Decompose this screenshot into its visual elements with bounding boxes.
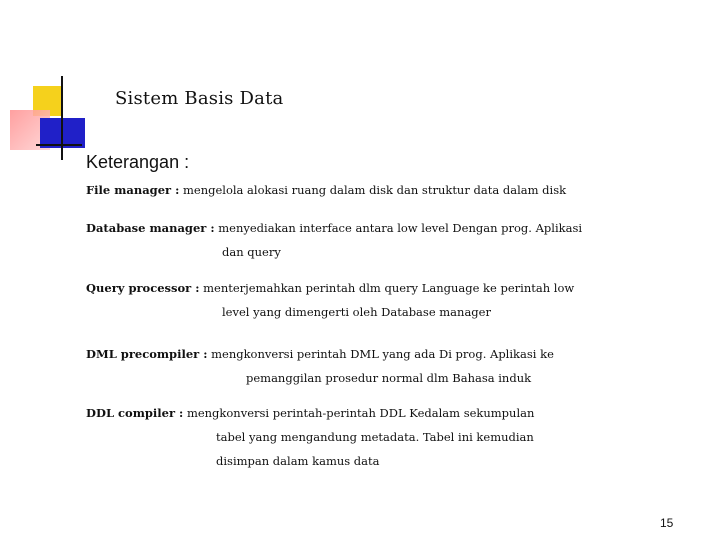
entry-term: Query processor : — [86, 281, 200, 295]
entry-line — [86, 342, 606, 366]
entry-ddl-compiler — [86, 401, 606, 473]
entry-continuation: pemanggilan prosedur normal dlm Bahasa induk — [246, 371, 532, 385]
slide-title: Sistem Basis Data — [115, 88, 284, 109]
entry-description: mengkonversi perintah DML yang ada Di prog. Aplikasi ke — [211, 347, 554, 361]
horizontal-line-decoration — [36, 144, 82, 146]
entry-description: mengkonversi perintah-perintah DDL Kedalam sekumpulan — [186, 406, 535, 420]
entry-description: mengelola alokasi ruang dalam disk dan struktur data dalam disk — [182, 183, 567, 197]
entry-description: menyediakan interface antara low level Dengan prog. Aplikasi — [218, 221, 583, 235]
entry-continuation: dan query — [222, 245, 281, 259]
decorative-logo — [0, 0, 90, 170]
entry-query-processor — [86, 276, 606, 324]
entry-database-manager — [86, 216, 606, 264]
subheading: Keterangan : — [86, 152, 190, 172]
entry-line — [86, 216, 606, 240]
entry-line — [86, 401, 606, 425]
entry-term: Database manager : — [86, 221, 215, 235]
page-number: 15 — [660, 516, 674, 530]
entry-line — [86, 276, 606, 300]
entry-dml-precompiler — [86, 342, 606, 390]
entry-term: DML precompiler : — [86, 347, 208, 361]
entry-file-manager — [86, 178, 606, 202]
entry-line — [86, 178, 606, 202]
vertical-line-decoration — [61, 76, 63, 160]
entry-continuation: tabel yang mengandung metadata. Tabel ini kemudian — [216, 430, 534, 444]
entry-term: DDL compiler : — [86, 406, 184, 420]
entry-term: File manager : — [86, 183, 180, 197]
entry-continuation: disimpan dalam kamus data — [216, 454, 380, 468]
entry-description: menterjemahkan perintah dlm query Language ke perintah low — [203, 281, 575, 295]
entry-continuation: level yang dimengerti oleh Database manager — [222, 305, 491, 319]
